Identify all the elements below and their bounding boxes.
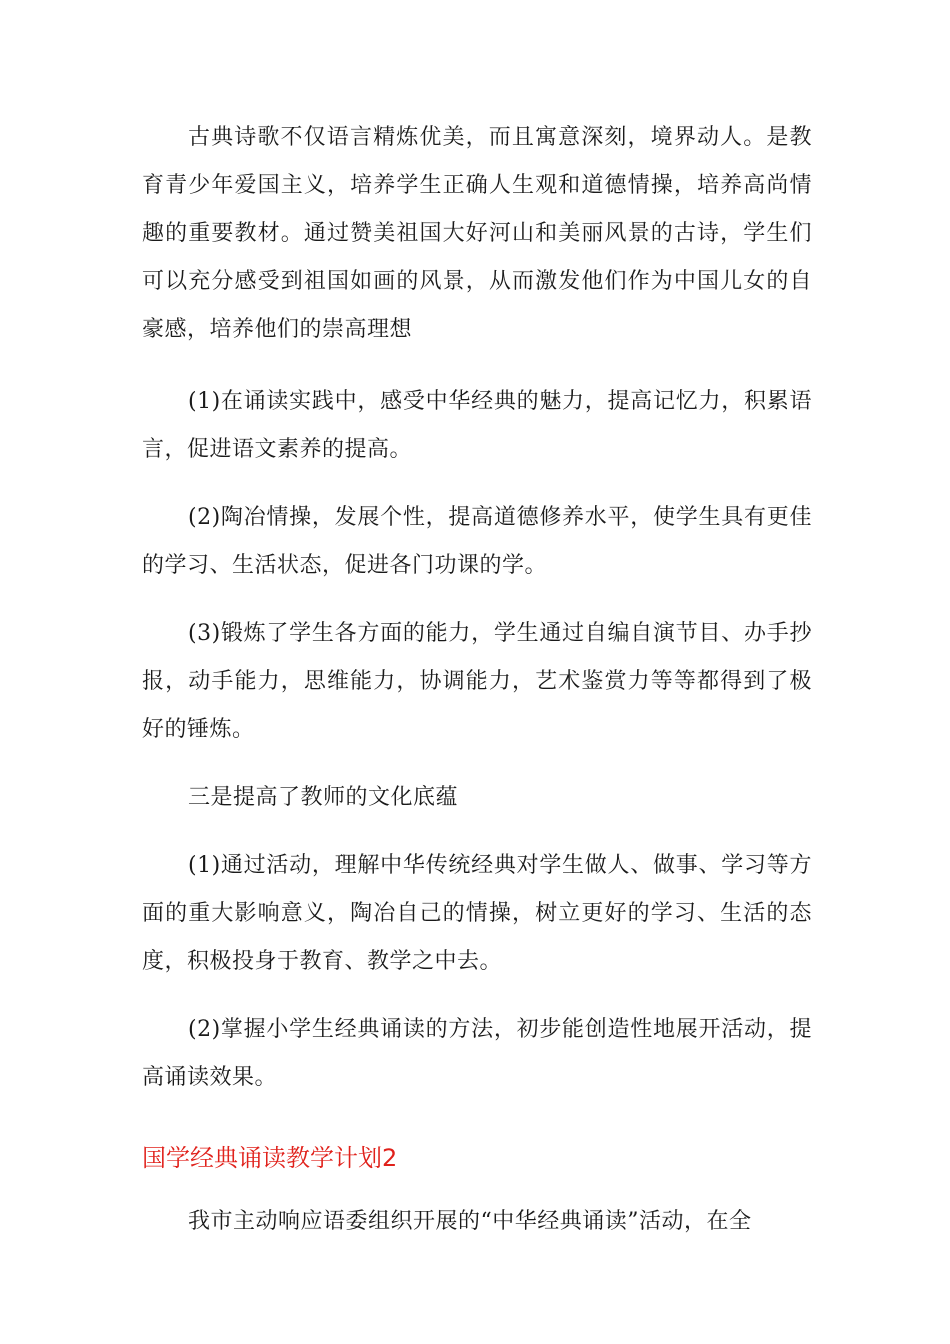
paragraph-teacher-culture: 三是提高了教师的文化底蕴 bbox=[188, 785, 459, 810]
paragraph-section-intro: 我市主动响应语委组织开展的“中华经典诵读”活动，在全 bbox=[188, 1209, 752, 1234]
paragraph-point-3: (3)锻炼了学生各方面的能力，学生通过自编自演节目、办手抄报，动手能力，思维能力，协调能力，艺术鉴赏力等等都得到了极好的锤炼。 bbox=[142, 621, 812, 742]
paragraph-point-2: (2)陶冶情操，发展个性，提高道德修养水平，使学生具有更佳的学习、生活状态，促进各门功课的学。 bbox=[142, 505, 812, 578]
paragraph-point-1: (1)在诵读实践中，感受中华经典的魅力，提高记忆力，积累语言，促进语文素养的提高。 bbox=[142, 389, 812, 462]
section-heading: 国学经典诵读教学计划2 bbox=[142, 1144, 398, 1172]
paragraph-teacher-point-1: (1)通过活动，理解中华传统经典对学生做人、做事、学习等方面的重大影响意义，陶冶自己的情操，树立更好的学习、生活的态度，积极投身于教育、教学之中去。 bbox=[142, 853, 812, 974]
paragraph-teacher-point-2: (2)掌握小学生经典诵读的方法，初步能创造性地展开活动，提高诵读效果。 bbox=[142, 1017, 812, 1090]
paragraph-classic-poetry: 古典诗歌不仅语言精炼优美，而且寓意深刻，境界动人。是教育青少年爱国主义，培养学生正确人生观和道德情操，培养高尚情趣的重要教材。通过赞美祖国大好河山和美丽风景的古诗，学生们可以充分感受到祖国如画的风景，从而激发他们作为中国儿女的自豪感，培养他们的崇高理想 bbox=[142, 125, 812, 342]
